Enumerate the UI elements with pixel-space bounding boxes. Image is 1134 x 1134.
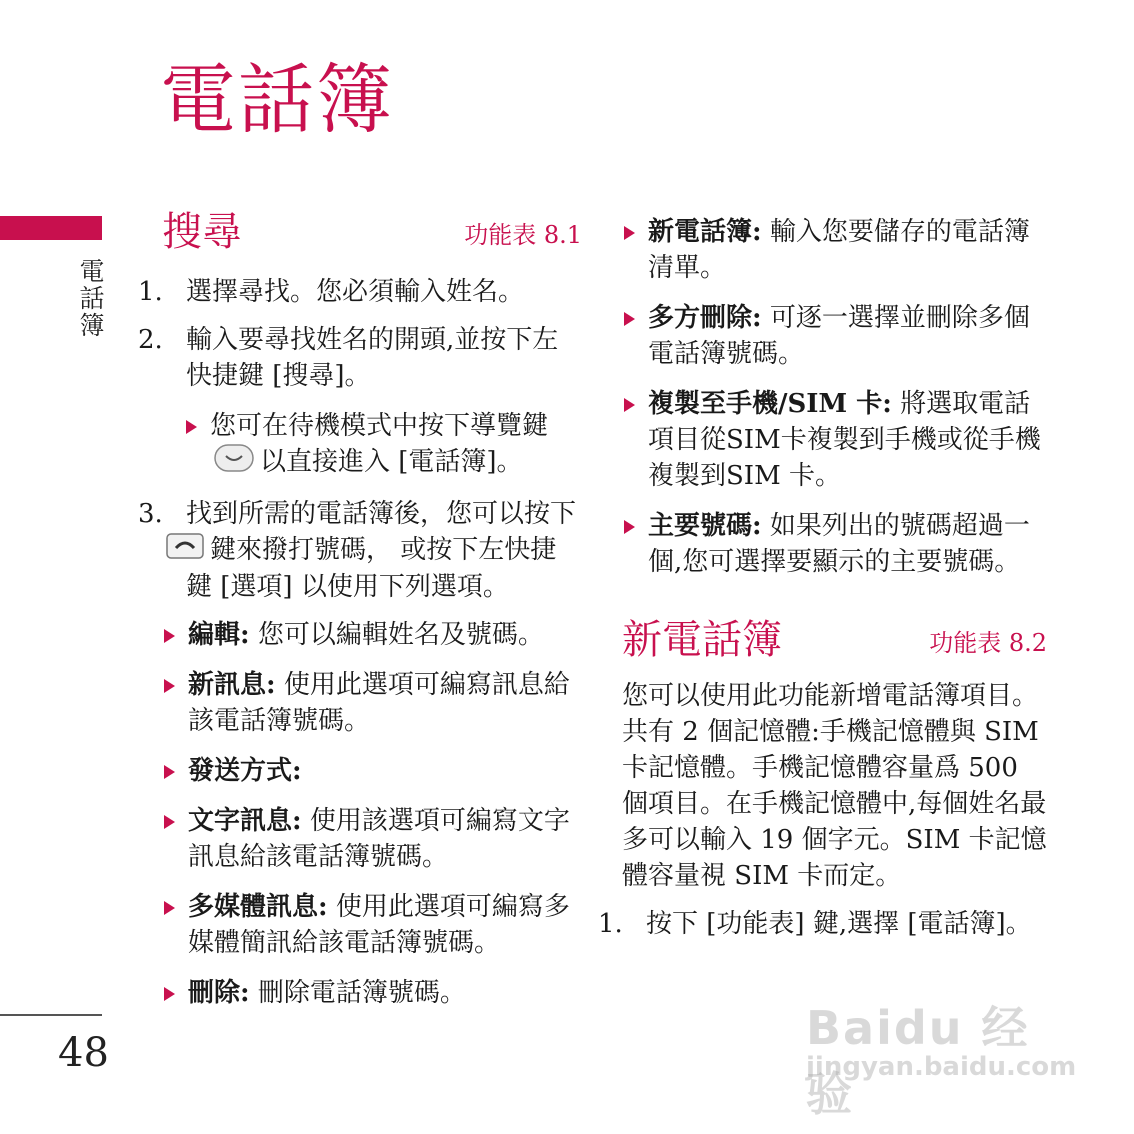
step-text-a: 找到所需的電話簿後，您可以按下: [186, 499, 577, 529]
option-delete: [162, 975, 582, 1011]
watermark-text: Baidu 经验: [806, 1001, 1030, 1121]
option-multi-delete: [622, 300, 1047, 372]
tip-text-b: 以直接進入 [電話簿]。: [260, 447, 523, 477]
section-header-search: [162, 210, 582, 254]
chapter-tab-label: 電話簿: [76, 258, 105, 339]
section-title-search: 搜尋: [162, 209, 242, 255]
option-text: 輸入您要儲存的電話簿清單。: [648, 217, 1030, 283]
bullet-arrow-icon: [186, 420, 197, 434]
option-label: 新電話簿:: [648, 217, 762, 247]
step-3: [138, 496, 582, 605]
send-call-key-icon: [190, 533, 204, 569]
option-label: 文字訊息:: [188, 806, 302, 836]
option-text: 將選取電話項目從SIM卡複製到手機或從手機複製到SIM 卡。: [648, 389, 1041, 491]
step-text-b: 鍵來撥打號碼， 或按下左快捷鍵 [選項] 以使用下列選項。: [186, 535, 557, 602]
step-2: [138, 322, 582, 394]
bullet-arrow-icon: [164, 679, 175, 693]
option-label: 複製至手機/SIM 卡:: [648, 389, 892, 419]
step-number: 3.: [138, 499, 163, 529]
bullet-arrow-icon: [624, 520, 635, 534]
option-label: 刪除:: [188, 978, 250, 1008]
step-number: 1.: [138, 277, 163, 307]
option-edit: [162, 617, 582, 653]
left-column: [138, 209, 582, 1011]
option-text: 可逐一選擇並刪除多個電話簿號碼。: [648, 303, 1030, 369]
navigation-key-icon: [214, 444, 254, 482]
option-label: 多媒體訊息:: [188, 892, 328, 922]
option-text: 您可以編輯姓名及號碼。: [249, 620, 544, 650]
option-text: 使用此選項可編寫多媒體簡訊給該電話簿號碼。: [188, 892, 570, 958]
baidu-jingyan-watermark: [806, 992, 1077, 1121]
bullet-arrow-icon: [164, 987, 175, 1001]
option-main-number: [622, 508, 1047, 580]
section-body: 您可以使用此功能新增電話簿項目。共有 2 個記憶體:手機記憶體與 SIM 卡記憶體。手機記憶體容量爲 500 個項目。在手機記憶體中,每個姓名最多可以輸入 19 個字元。SIM 卡記憶體容量視 SIM 卡而定。: [622, 681, 1047, 891]
section-title-new-phonebook: 新電話簿: [622, 617, 782, 663]
step-text: 選擇尋找。您必須輸入姓名。: [186, 277, 525, 307]
step-number: 1.: [598, 909, 623, 939]
option-copy-to-phone-sim: [622, 386, 1047, 494]
tip-item: [184, 408, 582, 482]
bullet-arrow-icon: [164, 765, 175, 779]
page-title: 電話簿: [160, 55, 394, 144]
option-multimedia-message: [162, 889, 582, 961]
bullet-arrow-icon: [164, 629, 175, 643]
option-label: 發送方式:: [188, 756, 302, 786]
footer-divider: [0, 1014, 102, 1016]
chapter-tab-bar: [0, 216, 102, 240]
step-number: 2.: [138, 325, 163, 355]
bullet-arrow-icon: [164, 815, 175, 829]
section-header-new-phonebook: [622, 618, 1047, 662]
bullet-arrow-icon: [624, 312, 635, 326]
option-text: 使用此選項可編寫訊息給該電話簿號碼。: [188, 670, 570, 736]
tip-text-a: 您可在待機模式中按下導覽鍵: [210, 411, 549, 441]
option-new-message: [162, 667, 582, 739]
option-label: 主要號碼:: [648, 511, 762, 541]
option-label: 多方刪除:: [648, 303, 762, 333]
page-number: 48: [58, 1030, 109, 1076]
menu-reference: 功能表 8.1: [464, 221, 582, 249]
option-text: 使用該選項可編寫文字訊息給該電話簿號碼。: [188, 806, 570, 872]
bullet-arrow-icon: [164, 901, 175, 915]
option-text: 如果列出的號碼超過一個,您可選擇要顯示的主要號碼。: [648, 511, 1030, 577]
menu-reference: 功能表 8.2: [929, 629, 1047, 657]
option-send-via: [162, 753, 582, 789]
option-text-message: [162, 803, 582, 875]
bullet-arrow-icon: [624, 398, 635, 412]
step-text: 輸入要尋找姓名的開頭,並按下左快捷鍵 [搜尋]。: [186, 325, 559, 391]
bullet-arrow-icon: [624, 226, 635, 240]
option-label: 編輯:: [188, 620, 250, 650]
step-1: [138, 274, 582, 310]
watermark-url: jingyan.baidu.com: [806, 1052, 1077, 1082]
option-text: 刪除電話簿號碼。: [249, 978, 466, 1008]
step-1: [598, 906, 1047, 942]
step-text: 按下 [功能表] 鍵,選擇 [電話簿]。: [646, 909, 1032, 939]
option-new-phonebook: [622, 214, 1047, 286]
option-label: 新訊息:: [188, 670, 276, 700]
right-column: [598, 214, 1047, 942]
